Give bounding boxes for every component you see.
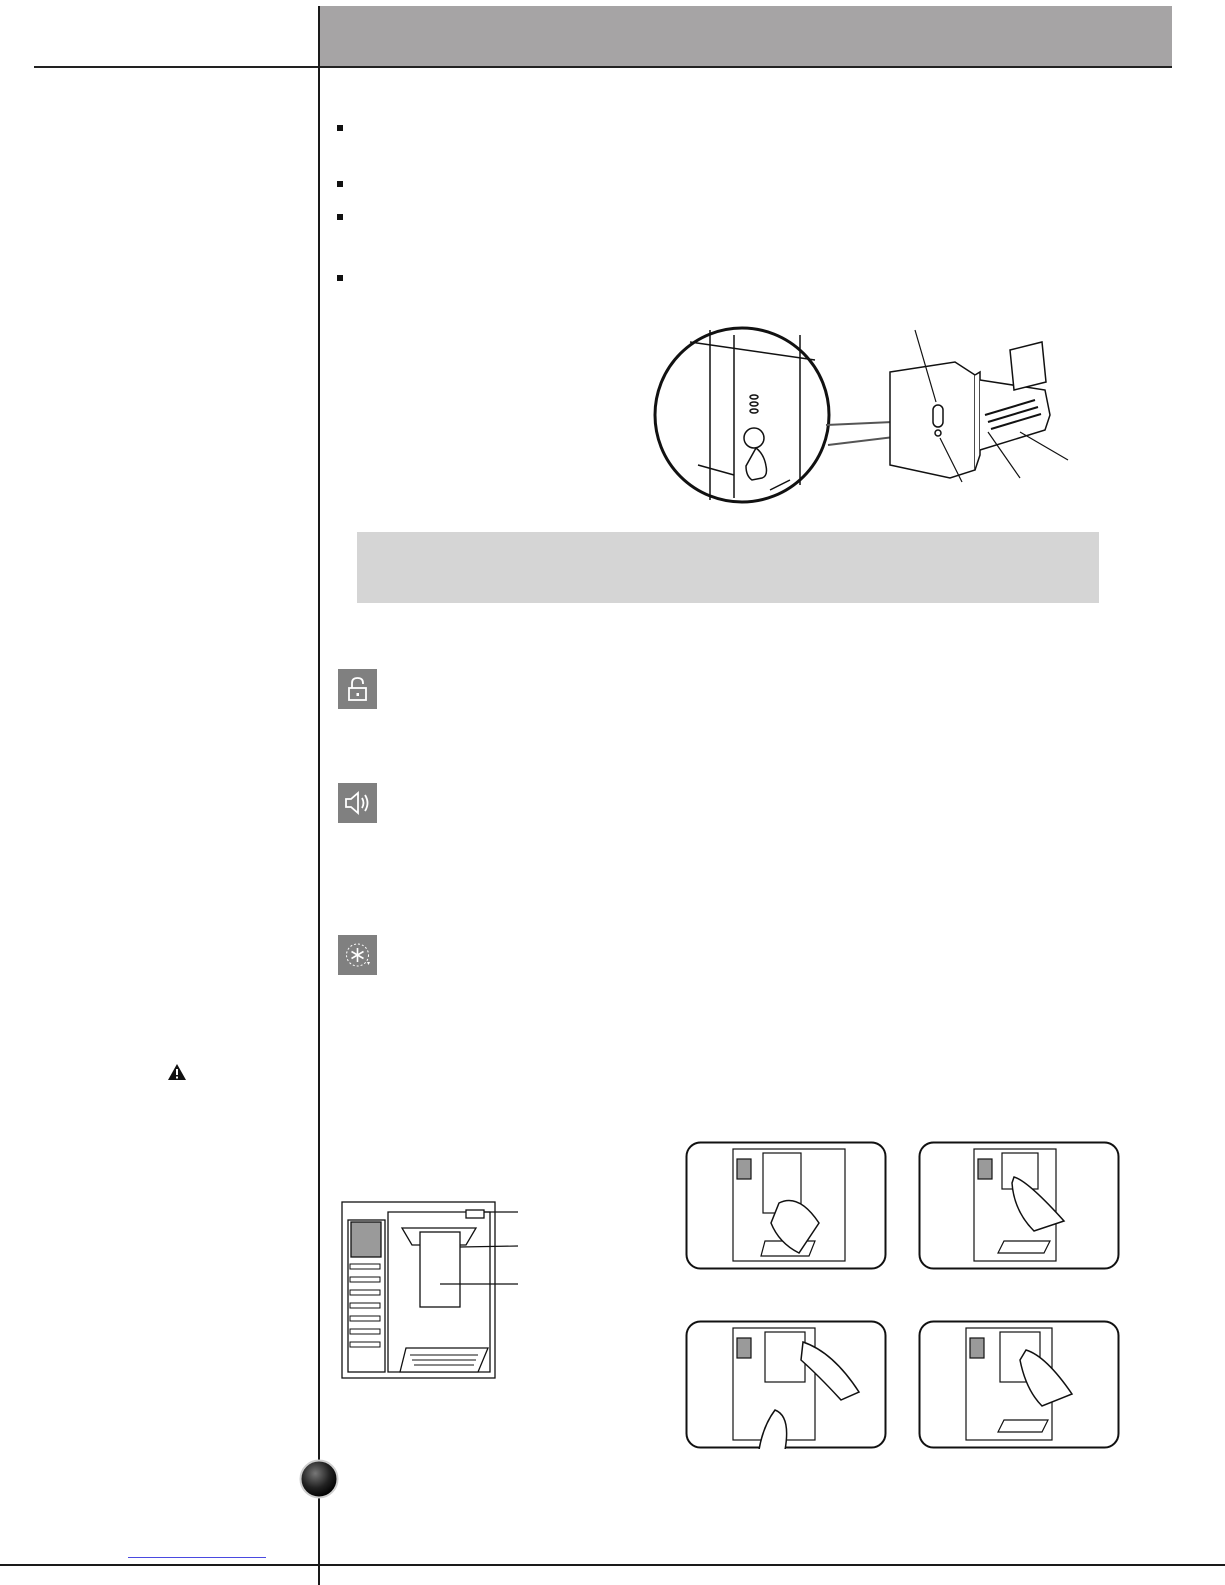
icemaker-illustration <box>650 320 1080 520</box>
footer-link-underline[interactable] <box>128 1557 266 1558</box>
dispenser-diagram <box>340 1200 540 1385</box>
header-band <box>320 6 1172 66</box>
note-band <box>357 532 1099 603</box>
cleaning-step-figure <box>685 1141 887 1270</box>
speaker-icon <box>338 783 377 823</box>
lock-icon <box>338 669 377 709</box>
cleaning-step-figure <box>685 1320 887 1449</box>
page-number-badge <box>299 1459 339 1499</box>
warning-icon <box>167 1063 187 1081</box>
bullet-marker <box>337 275 343 281</box>
bullet-marker <box>337 125 343 131</box>
cleaning-step-figure <box>918 1320 1120 1449</box>
bullet-marker <box>337 214 343 220</box>
bullet-marker <box>337 181 343 187</box>
header-rule <box>34 66 1172 68</box>
cleaning-step-figure <box>918 1141 1120 1270</box>
express-freeze-icon <box>338 935 377 975</box>
bottom-rule <box>0 1564 1225 1566</box>
column-divider <box>318 6 320 1585</box>
